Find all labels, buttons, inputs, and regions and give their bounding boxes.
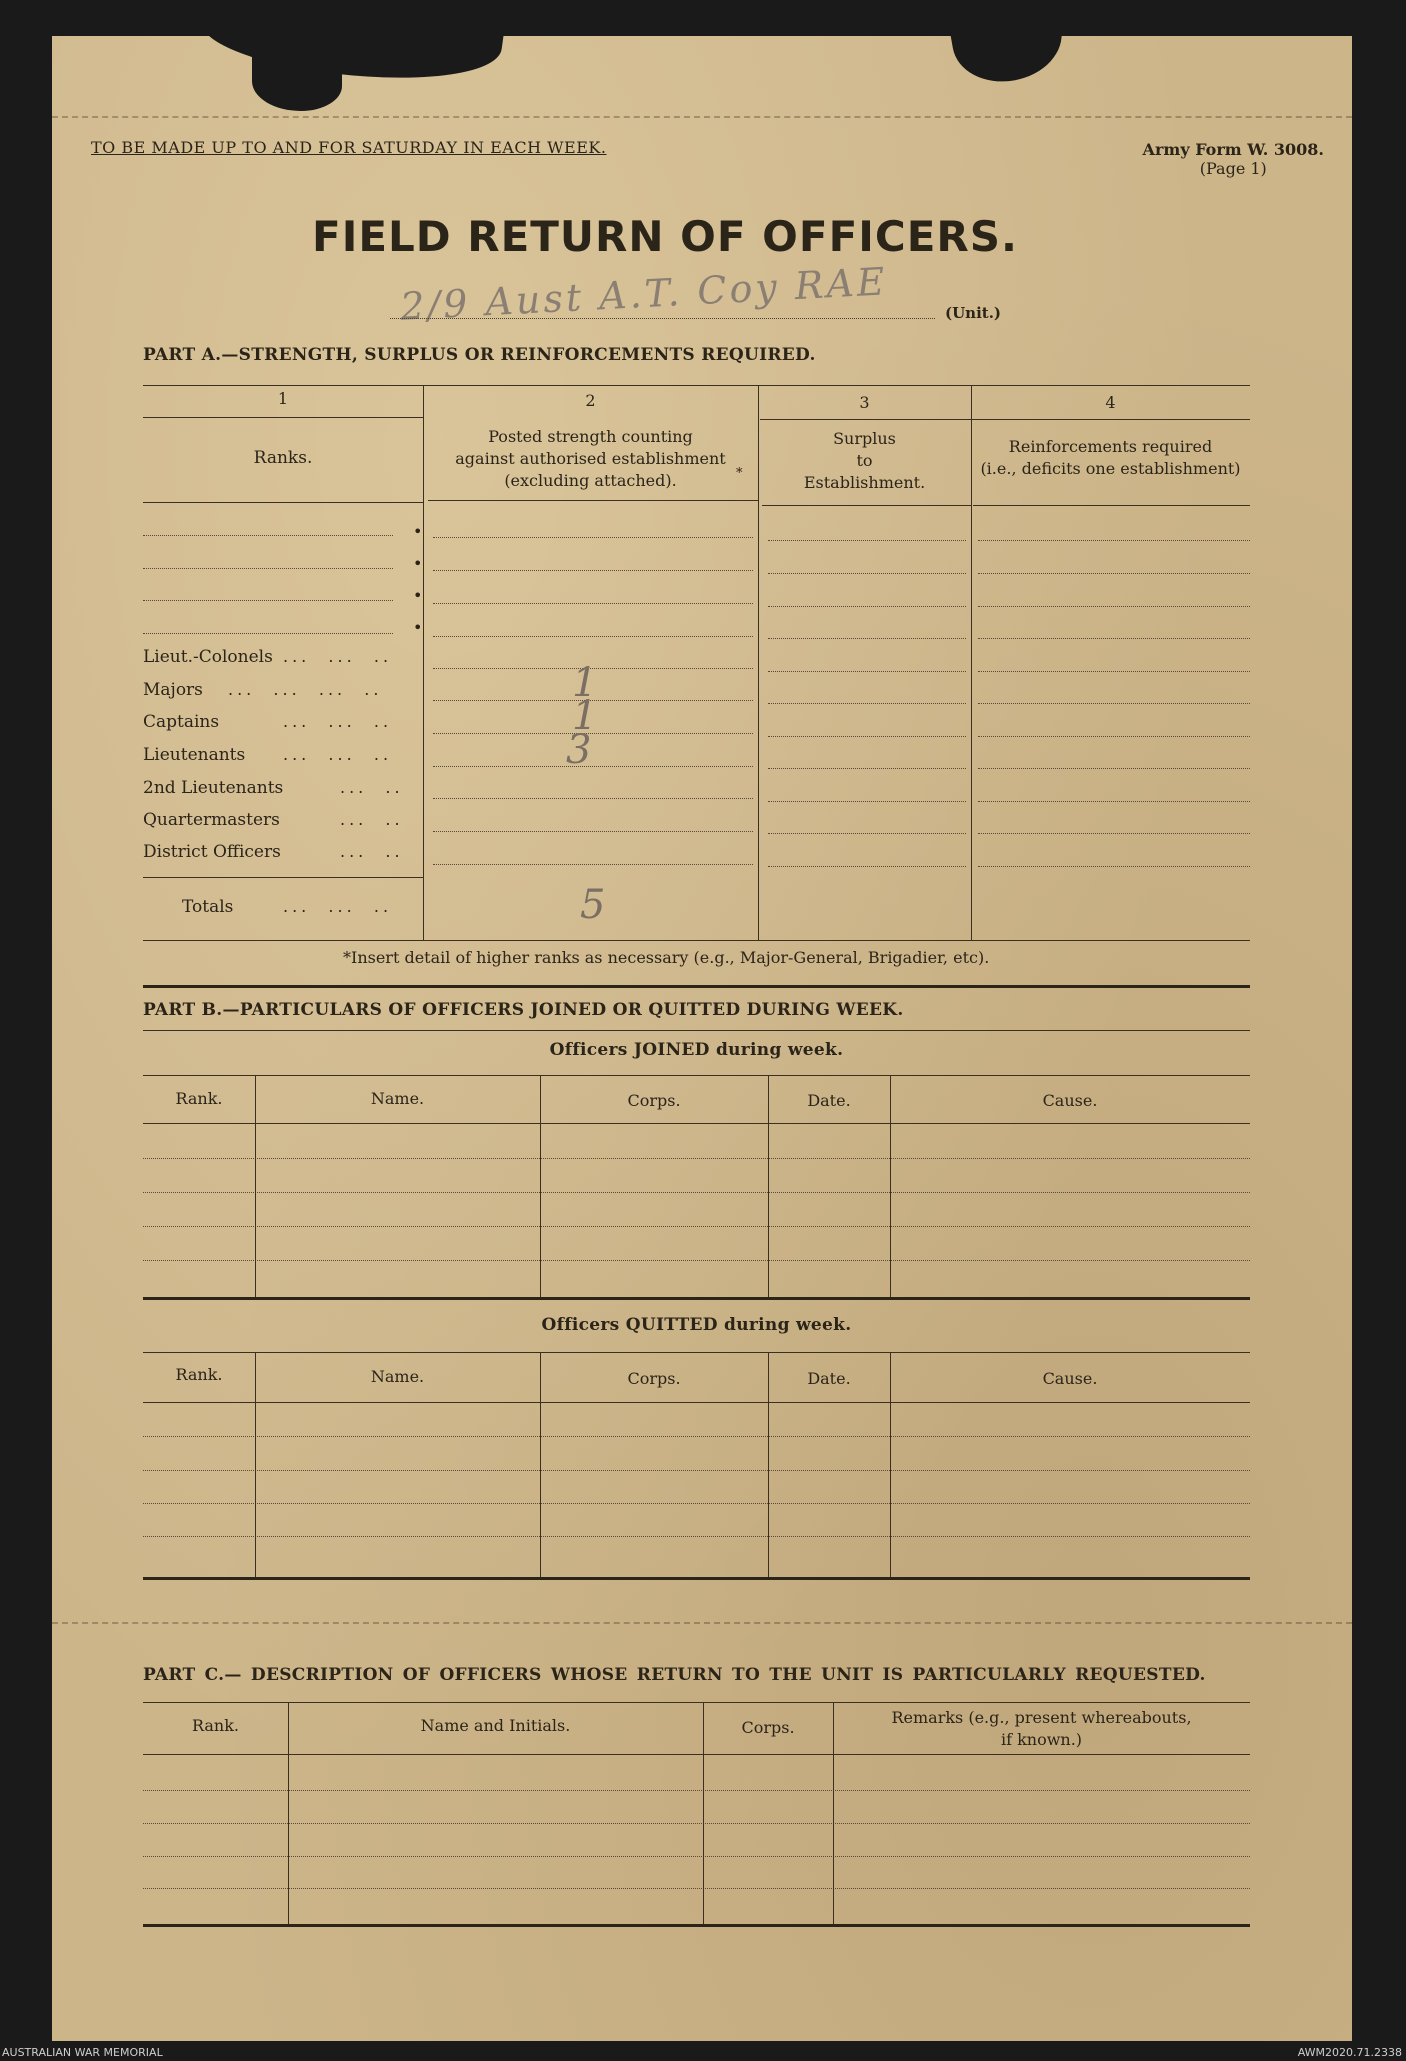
footer-accession-number: AWM2020.71.2338	[1297, 2046, 1402, 2059]
blank-row	[768, 833, 966, 834]
part-c-col-remarks	[833, 1707, 1250, 1751]
blank-row	[143, 1436, 1250, 1437]
rule	[143, 1030, 1250, 1031]
col-posted-strength-header	[423, 426, 758, 492]
rule	[762, 505, 971, 506]
rule	[973, 505, 1250, 506]
blank-row	[978, 573, 1250, 574]
blank-row	[143, 1260, 1250, 1261]
blank-row	[143, 1536, 1250, 1537]
col-ranks-header: Ranks.	[253, 448, 313, 468]
part-c-heading: PART C.— DESCRIPTION OF OFFICERS WHOSE RETURN TO THE UNIT IS PARTICULARLY REQUESTED.	[143, 1665, 1206, 1685]
leader-dots: ... ... ..	[283, 712, 393, 731]
leader-dots: ... ..	[340, 842, 404, 861]
header-line: Reinforcements required	[1008, 437, 1213, 456]
rule	[143, 417, 423, 418]
rank-2nd-lieutenants: 2nd Lieutenants	[143, 778, 284, 798]
column-divider	[758, 385, 759, 940]
torn-edge	[198, 0, 506, 96]
column-divider	[890, 1075, 891, 1297]
column-divider	[255, 1352, 256, 1577]
blank-row	[978, 801, 1250, 802]
blank-row	[768, 736, 966, 737]
header-line: (excluding attached).	[504, 471, 677, 490]
joined-col-rank: Rank.	[175, 1089, 223, 1108]
rank-captains: Captains	[143, 712, 220, 732]
column-divider	[971, 385, 972, 940]
column-divider	[890, 1352, 891, 1577]
rank-lieut-colonels: Lieut.-Colonels	[143, 647, 273, 667]
blank-row	[978, 736, 1250, 737]
column-divider	[540, 1352, 541, 1577]
joined-col-corps: Corps.	[627, 1091, 681, 1110]
blank-row	[143, 1856, 1250, 1857]
leader-dots: ... ..	[340, 778, 404, 797]
unit-handwritten: 2/9 Aust A.T. Coy RAE	[399, 259, 889, 329]
rank-quartermasters: Quartermasters	[143, 810, 280, 830]
blank-row	[768, 540, 966, 541]
value-lieutenants: 3	[566, 727, 592, 773]
leader-dots: ... ... ..	[283, 745, 393, 764]
section-divider	[143, 985, 1250, 988]
blank-row	[143, 1503, 1250, 1504]
blank-row	[768, 638, 966, 639]
header-line: Remarks (e.g., present whereabouts,	[891, 1708, 1192, 1727]
header-line: (i.e., deficits one establishment)	[980, 459, 1241, 478]
rule	[143, 1123, 1250, 1124]
section-divider	[143, 1577, 1250, 1580]
leader-dots: ... ... ..	[283, 647, 393, 666]
column-divider	[833, 1702, 834, 1924]
blank-row	[143, 1823, 1250, 1824]
blank-row	[978, 768, 1250, 769]
header-line: Posted strength counting	[488, 427, 693, 446]
blank-row	[978, 833, 1250, 834]
column-divider	[768, 1352, 769, 1577]
blank-row	[143, 535, 393, 536]
rule	[143, 877, 423, 878]
quitted-col-rank: Rank.	[175, 1365, 223, 1384]
quitted-col-name: Name.	[370, 1367, 425, 1386]
column-divider	[540, 1075, 541, 1297]
col-reinforcements-header	[971, 436, 1250, 480]
quitted-col-date: Date.	[807, 1369, 851, 1388]
column-divider	[288, 1702, 289, 1924]
section-divider	[143, 1297, 1250, 1300]
part-a-footnote: *Insert detail of higher ranks as necessary (e.g., Major-General, Brigadier, etc).	[343, 948, 990, 967]
rule	[971, 419, 1250, 420]
header-line: against authorised establishment	[455, 449, 726, 468]
header-line: if known.)	[1000, 1730, 1083, 1749]
joined-title: Officers JOINED during week.	[549, 1040, 844, 1060]
header-line: Surplus	[833, 429, 896, 448]
column-divider	[255, 1075, 256, 1297]
quitted-col-cause: Cause.	[1042, 1369, 1098, 1388]
quitted-title: Officers QUITTED during week.	[541, 1315, 852, 1335]
blank-row	[978, 866, 1250, 867]
blank-row	[433, 766, 753, 767]
col-surplus-header	[758, 428, 971, 494]
rule	[428, 500, 758, 501]
leader-dots: ... ... ... ..	[228, 680, 383, 699]
blank-row	[978, 671, 1250, 672]
rank-lieutenants: Lieutenants	[143, 745, 246, 765]
blank-row	[433, 798, 753, 799]
blank-row	[978, 606, 1250, 607]
rule	[143, 1402, 1250, 1403]
blank-row	[143, 568, 393, 569]
joined-col-name: Name.	[370, 1089, 425, 1108]
torn-edge	[252, 56, 342, 111]
joined-col-date: Date.	[807, 1091, 851, 1110]
blank-row	[433, 603, 753, 604]
totals-label: Totals	[182, 897, 234, 917]
asterisk-mark: *	[736, 466, 743, 481]
header-line: Establishment.	[803, 473, 926, 492]
blank-row	[143, 600, 393, 601]
blank-row	[143, 1790, 1250, 1791]
blank-row	[768, 671, 966, 672]
col-number-4: 4	[1105, 393, 1116, 412]
blank-row	[433, 864, 753, 865]
blank-row	[768, 703, 966, 704]
blank-row	[768, 573, 966, 574]
col-number-3: 3	[859, 393, 870, 412]
weekly-instruction: TO BE MADE UP TO AND FOR SATURDAY IN EACH WEEK.	[91, 138, 607, 157]
blank-row	[143, 1226, 1250, 1227]
part-a-heading: PART A.—STRENGTH, SURPLUS OR REINFORCEMENTS REQUIRED.	[143, 345, 816, 365]
column-divider	[703, 1702, 704, 1924]
blank-row	[143, 1158, 1250, 1159]
blank-row	[768, 768, 966, 769]
blank-row	[433, 570, 753, 571]
rule	[143, 1075, 1250, 1076]
page-number: (Page 1)	[1199, 159, 1267, 178]
vertical-dots: • • • •	[413, 522, 423, 637]
rule	[143, 940, 1250, 941]
blank-row	[143, 1470, 1250, 1471]
perforation	[52, 1622, 1352, 1624]
blank-row	[768, 606, 966, 607]
form-number	[1143, 140, 1324, 178]
rule	[143, 502, 423, 503]
section-divider	[143, 1924, 1250, 1927]
blank-row	[978, 638, 1250, 639]
col-number-1: 1	[277, 389, 289, 408]
joined-col-cause: Cause.	[1042, 1091, 1098, 1110]
header-line: to	[856, 451, 873, 470]
footer-credit: AUSTRALIAN WAR MEMORIAL	[2, 2046, 163, 2059]
page-title: FIELD RETURN OF OFFICERS.	[312, 212, 1018, 261]
part-c-col-corps: Corps.	[741, 1718, 795, 1737]
blank-row	[768, 866, 966, 867]
part-c-col-rank: Rank.	[191, 1716, 240, 1735]
rule	[143, 1352, 1250, 1353]
blank-row	[978, 703, 1250, 704]
blank-row	[978, 540, 1250, 541]
rank-district-officers: District Officers	[143, 842, 281, 862]
rank-majors: Majors	[143, 680, 203, 700]
value-majors: 1	[572, 660, 598, 706]
rule	[143, 1754, 1250, 1755]
blank-row	[143, 633, 393, 634]
torn-edge	[945, 0, 1068, 90]
rule	[760, 419, 971, 420]
blank-row	[768, 801, 966, 802]
form-number-text: Army Form W. 3008.	[1142, 140, 1324, 159]
quitted-col-corps: Corps.	[627, 1369, 681, 1388]
part-c-col-name: Name and Initials.	[420, 1716, 571, 1735]
blank-row	[433, 831, 753, 832]
part-b-heading: PART B.—PARTICULARS OF OFFICERS JOINED OR QUITTED DURING WEEK.	[143, 1000, 904, 1020]
blank-row	[143, 1888, 1250, 1889]
rule	[143, 1702, 1250, 1703]
column-divider	[768, 1075, 769, 1297]
rule	[143, 385, 1250, 386]
col-number-2: 2	[585, 391, 596, 410]
unit-line	[390, 318, 935, 319]
value-captains: 1	[572, 693, 598, 739]
blank-row	[143, 1192, 1250, 1193]
column-divider	[423, 385, 424, 940]
blank-row	[433, 537, 753, 538]
blank-row	[433, 636, 753, 637]
perforation	[52, 116, 1352, 118]
leader-dots: ... ... ..	[283, 897, 393, 916]
value-totals: 5	[580, 882, 606, 928]
unit-label: (Unit.)	[945, 304, 1002, 322]
leader-dots: ... ..	[340, 810, 404, 829]
